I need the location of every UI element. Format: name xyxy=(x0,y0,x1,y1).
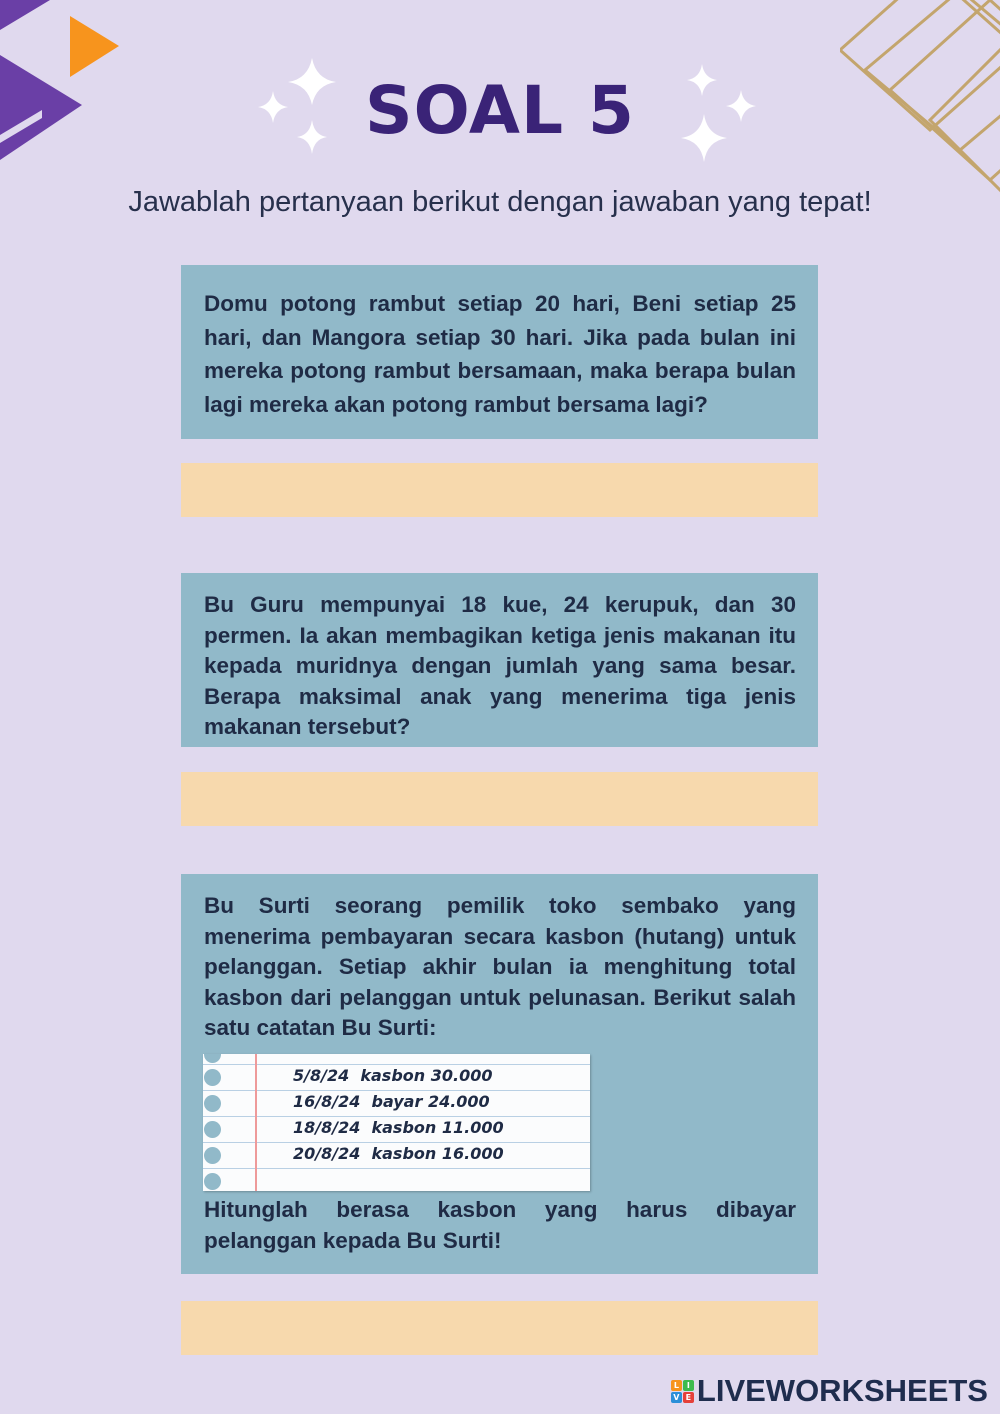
liveworksheets-logo[interactable] xyxy=(671,1373,988,1409)
question-box-2 xyxy=(181,573,818,747)
question-box-3 xyxy=(181,874,818,1274)
notebook-entry: 20/8/24 kasbon 16.000 xyxy=(293,1144,504,1163)
page-title: SOAL 5 xyxy=(365,72,635,149)
question-text-3-after: Hitunglah berasa kasbon yang harus dibayar pelanggan kepada Bu Surti! xyxy=(204,1197,796,1253)
question-text-2: Bu Guru mempunyai 18 kue, 24 kerupuk, dan 30 permen. Ia akan membagikan ketiga jenis makanan itu kepada muridnya dengan jumlah yang sama besar. Berapa maksimal anak yang menerima tiga jenis makanan tersebut? xyxy=(204,592,796,740)
answer-field-3[interactable] xyxy=(181,1301,818,1355)
answer-field-1[interactable] xyxy=(181,463,818,517)
question-text-1: Domu potong rambut setiap 20 hari, Beni setiap 25 hari, dan Mangora setiap 30 hari. Jika pada bulan ini mereka potong rambut bersamaan, maka berapa bulan lagi mereka akan potong rambut bersama lagi? xyxy=(204,291,796,417)
answer-field-2[interactable] xyxy=(181,772,818,826)
notebook-note xyxy=(203,1054,590,1191)
notebook-entry: 18/8/24 kasbon 11.000 xyxy=(293,1118,504,1137)
question-box-1 xyxy=(181,265,818,439)
logo-text: LIVEWORKSHEETS xyxy=(696,1373,988,1408)
notebook-entry: 5/8/24 kasbon 30.000 xyxy=(293,1066,493,1085)
play-triangle-icon xyxy=(70,16,119,77)
question-text-3: Bu Surti seorang pemilik toko sembako yang menerima pembayaran secara kasbon (hutang) untuk pelanggan. Setiap akhir bulan ia menghitung total kasbon dari pelanggan untuk pelunasan. Berikut salah satu catatan Bu Surti: xyxy=(204,893,796,1041)
logo-icon: L I V E xyxy=(671,1380,694,1403)
notebook-entry: 16/8/24 bayar 24.000 xyxy=(293,1092,490,1111)
page-subtitle: Jawablah pertanyaan berikut dengan jawaban yang tepat! xyxy=(128,186,872,218)
